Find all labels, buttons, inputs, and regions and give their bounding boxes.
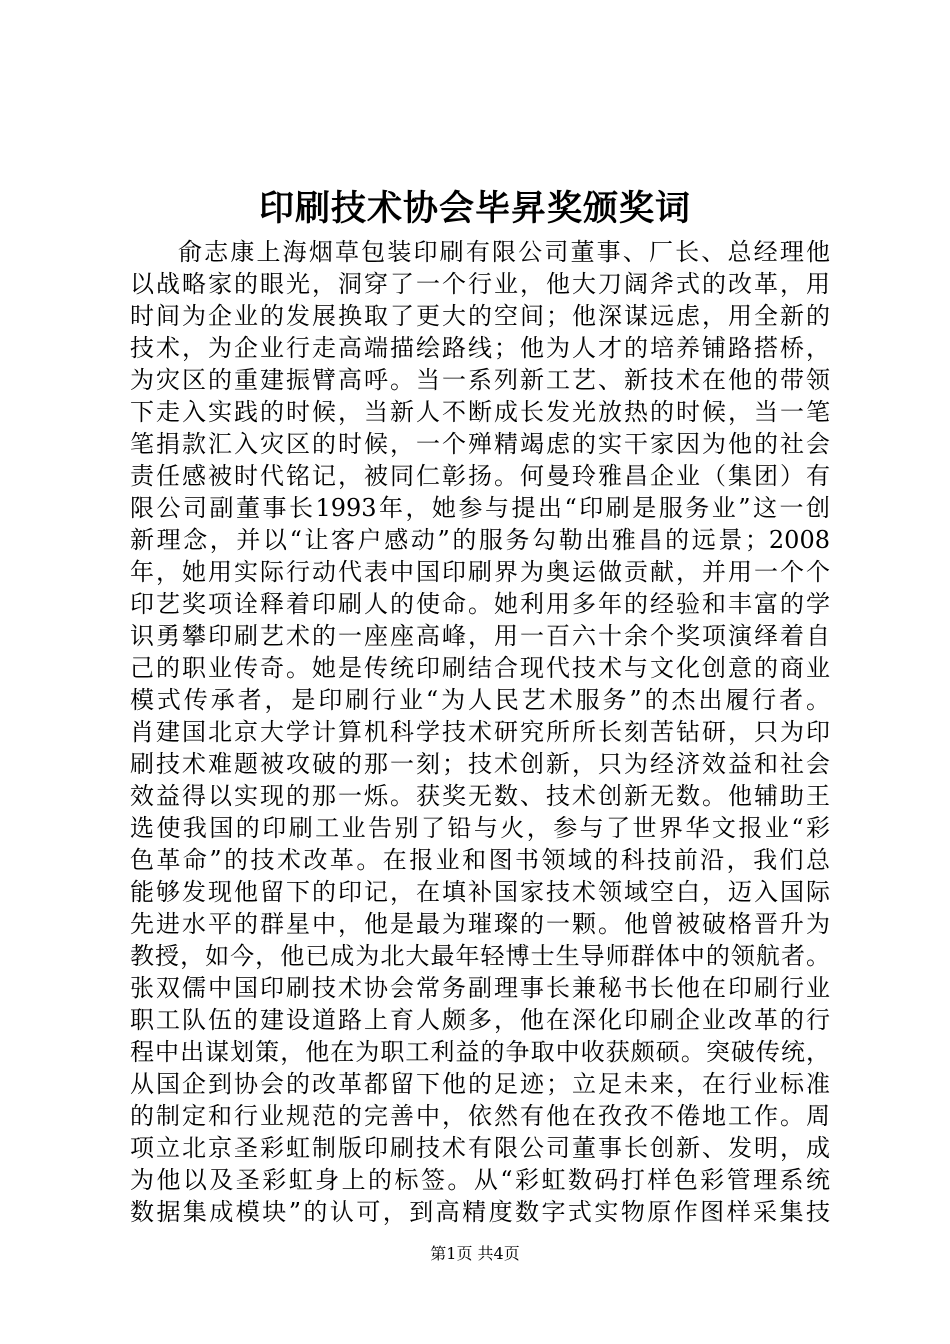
body-line: 色革命”的技术改革。在报业和图书领域的科技前沿，我们总 — [130, 846, 830, 874]
body-line: 新理念，并以“让客户感动”的服务勾勒出雅昌的远景；2008 — [130, 526, 830, 554]
document-title: 印刷技术协会毕昇奖颁奖词 — [258, 188, 691, 229]
body-line: 责任感被时代铭记，被同仁彰扬。何曼玲雅昌企业（集团）有 — [130, 462, 830, 490]
body-line: 效益得以实现的那一烁。获奖无数、技术创新无数。他辅助王 — [130, 782, 830, 810]
body-line: 项立北京圣彩虹制版印刷技术有限公司董事长创新、发明，成 — [130, 1134, 830, 1162]
body-line: 限公司副董事长1993年，她参与提出“印刷是服务业”这一创 — [130, 494, 830, 522]
body-line: 能够发现他留下的印记，在填补国家技术领域空白，迈入国际 — [130, 878, 830, 906]
body-line: 时间为企业的发展换取了更大的空间；他深谋远虑，用全新的 — [130, 302, 830, 330]
body-line: 教授，如今，他已成为北大最年轻博士生导师群体中的领航者。 — [130, 942, 830, 970]
body-line: 己的职业传奇。她是传统印刷结合现代技术与文化创意的商业 — [130, 654, 830, 682]
page-footer: 第1页 共4页 — [430, 1244, 520, 1263]
body-line: 程中出谋划策，他在为职工利益的争取中收获颇硕。突破传统， — [130, 1038, 830, 1066]
body-line: 从国企到协会的改革都留下他的足迹；立足未来，在行业标准 — [130, 1070, 830, 1098]
body-line: 肖建国北京大学计算机科学技术研究所所长刻苦钻研，只为印 — [130, 718, 830, 746]
body-line: 俞志康上海烟草包装印刷有限公司董事、厂长、总经理他 — [178, 238, 830, 266]
body-line: 下走入实践的时候，当新人不断成长发光放热的时候，当一笔 — [130, 398, 830, 426]
body-line: 印艺奖项诠释着印刷人的使命。她利用多年的经验和丰富的学 — [130, 590, 830, 618]
body-line: 识勇攀印刷艺术的一座座高峰，用一百六十余个奖项演绎着自 — [130, 622, 830, 650]
body-line: 为灾区的重建振臂高呼。当一系列新工艺、新技术在他的带领 — [130, 366, 830, 394]
body-line: 数据集成模块”的认可，到高精度数字式实物原作图样采集技 — [130, 1198, 830, 1226]
body-line: 刷技术难题被攻破的那一刻；技术创新，只为经济效益和社会 — [130, 750, 830, 778]
body-line: 以战略家的眼光，洞穿了一个行业，他大刀阔斧式的改革，用 — [130, 270, 830, 298]
body-line: 选使我国的印刷工业告别了铅与火，参与了世界华文报业“彩 — [130, 814, 830, 842]
body-line: 的制定和行业规范的完善中，依然有他在孜孜不倦地工作。周 — [130, 1102, 830, 1130]
body-line: 技术，为企业行走高端描绘路线；他为人才的培养铺路搭桥， — [130, 334, 830, 362]
body-line: 张双儒中国印刷技术协会常务副理事长兼秘书长他在印刷行业 — [130, 974, 830, 1002]
body-line: 职工队伍的建设道路上育人颇多，他在深化印刷企业改革的行 — [130, 1006, 830, 1034]
body-line: 先进水平的群星中，他是最为璀璨的一颗。他曾被破格晋升为 — [130, 910, 830, 938]
body-line: 年，她用实际行动代表中国印刷界为奥运做贡献，并用一个个 — [130, 558, 830, 586]
body-line: 为他以及圣彩虹身上的标签。从“彩虹数码打样色彩管理系统 — [130, 1166, 830, 1194]
document-body — [130, 236, 830, 1228]
body-line: 笔捐款汇入灾区的时候，一个殚精竭虑的实干家因为他的社会 — [130, 430, 830, 458]
body-line: 模式传承者，是印刷行业“为人民艺术服务”的杰出履行者。 — [130, 686, 830, 714]
